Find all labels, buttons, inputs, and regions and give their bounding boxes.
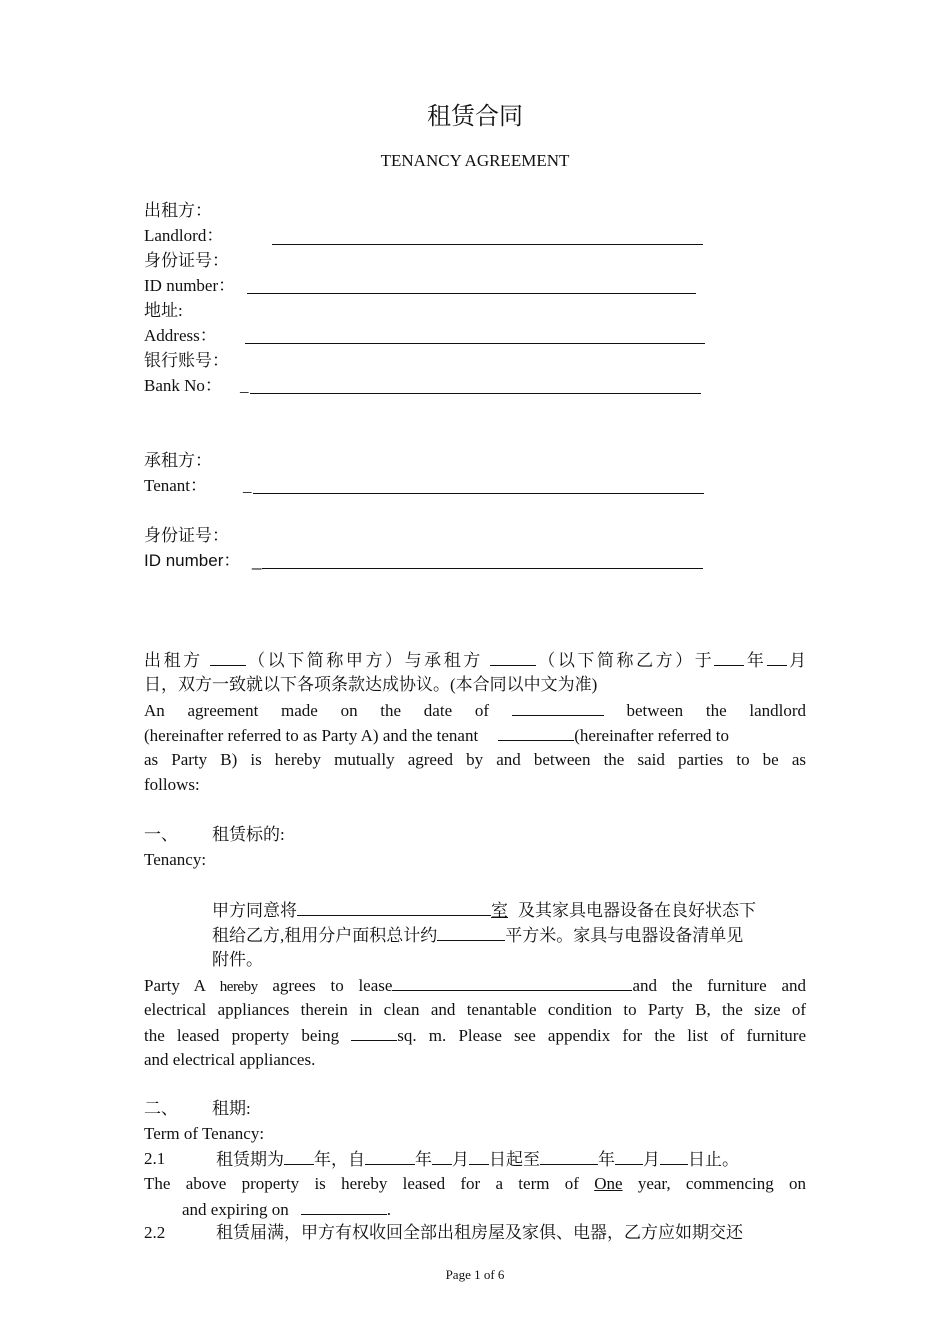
section1-cn-line1: 甲方同意将 室 及其家具电器设备在良好状态下 — [212, 897, 806, 923]
landlord-id-line — [247, 293, 696, 294]
landlord-address-label-en: Address： — [144, 326, 217, 345]
clause-2-2-number: 2.2 — [144, 1223, 166, 1242]
intro-cn-line1: 出租方 （以下简称甲方）与承租方 （以下简称乙方）于 年 月 — [144, 647, 806, 673]
section1-cn-line3: 附件。 — [212, 950, 263, 969]
tenant-name-prefix: _ — [243, 476, 252, 495]
clause-2-1-en-line2: and expiring on . — [182, 1196, 391, 1222]
landlord-name-line — [272, 244, 703, 245]
blank-tenant-en — [498, 722, 574, 741]
intro-cn-line2: 日，双方一致就以下各项条款达成协议。(本合同以中文为准) — [144, 675, 598, 694]
landlord-bank-label-en: Bank No： — [144, 376, 222, 395]
landlord-bank-prefix: _ — [240, 376, 249, 395]
landlord-bank-label-cn: 银行账号： — [144, 351, 229, 370]
blank-area — [437, 922, 505, 941]
blank-size — [351, 1022, 397, 1041]
landlord-id-label-cn: 身份证号： — [144, 251, 229, 270]
section1-cn-line2: 租给乙方,租用分户面积总计约 平方米。家具与电器设备清单见 — [212, 922, 806, 948]
section2-number: 二、 — [144, 1099, 178, 1118]
section1-title-cn: 租赁标的: — [212, 825, 285, 844]
section2-title-en: Term of Tenancy: — [144, 1124, 265, 1143]
intro-en-line3: as Party B) is hereby mutually agreed by and between the said parties to be as — [144, 750, 806, 769]
intro-en-line1: An agreement made on the date of between the landlord — [144, 697, 806, 723]
tenant-name-line — [253, 493, 704, 494]
clause-2-2-cn: 租赁届满，甲方有权收回全部出租房屋及家俱、电器，乙方应如期交还 — [216, 1223, 743, 1242]
landlord-address-line — [245, 343, 705, 344]
title-chinese: 租赁合同 — [427, 104, 523, 130]
tenant-id-label-cn: 身份证号： — [144, 526, 229, 545]
section1-en-line2: electrical appliances therein in clean and tenantable condition to Party B, the size of — [144, 1000, 806, 1019]
blank-landlord — [210, 647, 246, 666]
section1-en-line4: and electrical appliances. — [144, 1050, 316, 1069]
landlord-label-en: Landlord： — [144, 226, 224, 245]
title-english: TENANCY AGREEMENT — [380, 151, 570, 170]
landlord-label-cn: 出租方： — [144, 201, 212, 220]
blank-month — [767, 647, 787, 666]
tenant-id-prefix: _ — [252, 551, 262, 570]
blank-property — [392, 972, 632, 991]
tenant-id-label-en: ID number： — [144, 551, 241, 570]
section2-title-cn: 租期: — [212, 1099, 251, 1118]
blank-year — [714, 647, 744, 666]
tenant-id-line — [262, 568, 703, 569]
section1-en-line1: Party A hereby agrees to lease and the furniture and — [144, 972, 806, 1000]
intro-en-line4: follows: — [144, 775, 200, 794]
blank-expiry — [301, 1196, 387, 1215]
clause-2-1-cn: 租赁期为 年，自 年 月 日起至 年 月 日止。 — [216, 1146, 739, 1172]
section1-number: 一、 — [144, 825, 178, 844]
intro-en-line2: (hereinafter referred to as Party A) and the tenant (hereinafter referred to — [144, 722, 806, 748]
landlord-bank-line — [250, 393, 701, 394]
clause-2-1-en-line1: The above property is hereby leased for a term of One year, commencing on — [144, 1174, 807, 1193]
tenant-label-en: Tenant： — [144, 476, 208, 495]
section1-title-en: Tenancy: — [144, 850, 207, 869]
blank-room — [297, 897, 491, 916]
tenant-label-cn: 承租方： — [144, 451, 212, 470]
clause-2-1-number: 2.1 — [144, 1149, 166, 1168]
blank-date — [512, 697, 604, 716]
blank-tenant — [490, 647, 536, 666]
section1-en-line3: the leased property being sq. m. Please see appendix for the list of furniture — [144, 1022, 806, 1048]
landlord-id-label-en: ID number： — [144, 276, 236, 295]
landlord-address-label-cn: 地址: — [144, 301, 183, 320]
page-footer: Page 1 of 6 — [445, 1267, 505, 1282]
